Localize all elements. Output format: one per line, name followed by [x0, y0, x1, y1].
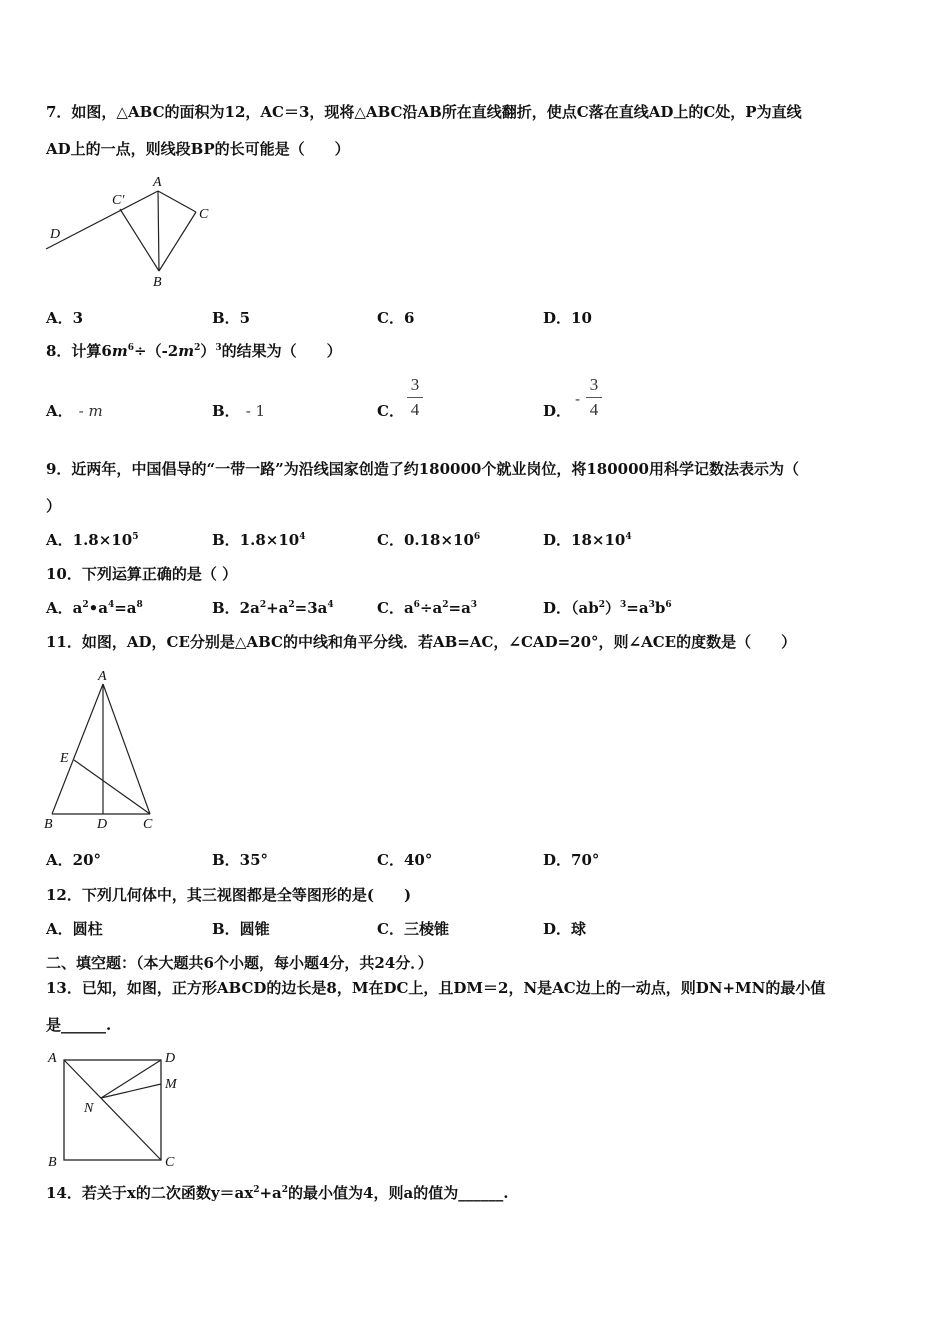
q8-option-b: B． - 1	[212, 402, 266, 420]
q7-line-cb	[159, 212, 196, 271]
q8-stem: 8．计算$6m^6\div(-2m^2)^3$的结果为（ ）	[46, 342, 342, 360]
q8-option-d-sign: -	[575, 390, 581, 408]
q10-option-b: B．$2a^2+a^2=3a^4$	[212, 599, 334, 617]
q9-option-a: A．$1.8\times 10^5$	[46, 531, 139, 549]
q11-figure	[40, 666, 170, 836]
q11-option-b: B．35°	[212, 851, 269, 869]
q11-option-c: C．40°	[377, 851, 433, 869]
q11-label-d: D	[97, 817, 108, 832]
q13-stem-line1: 13．已知，如图，正方形ABCD的边长是8，M在DC上，且DM＝2，N是AC边上的一动点，则DN+MN的最小值	[46, 979, 826, 997]
q7-label-a: A	[153, 175, 162, 190]
q13-stem-line2: 是______.	[46, 1016, 112, 1034]
q13-label-m: M	[165, 1077, 177, 1092]
section-heading-fill-in: 二、填空题：（本大题共6个小题，每小题4分，共24分．）	[46, 954, 433, 972]
q11-option-d: D．70°	[543, 851, 600, 869]
q8-option-d-label: D．	[543, 402, 572, 420]
q7-label-c1: C′	[112, 193, 125, 208]
q12-option-d: D．球	[543, 920, 587, 938]
q13-line-nm	[101, 1084, 161, 1098]
q9-stem-line1: 9．近两年，中国倡导的“一带一路”为沿线国家创造了约180000个就业岗位，将180000用科学记数法表示为（	[46, 460, 799, 478]
q9-option-b: B．$1.8\times 10^4$	[212, 531, 306, 549]
q13-diagonal-ac	[64, 1060, 161, 1160]
q8-option-a: A． - m	[46, 402, 103, 420]
q13-line-nd	[101, 1060, 161, 1098]
q7-option-d: D．10	[543, 309, 592, 327]
q7-line-ac	[158, 191, 196, 212]
q10-option-a: A．$a^2•a^4=a^8$	[46, 599, 143, 617]
q11-option-a: A．20°	[46, 851, 102, 869]
q7-line-dc	[46, 191, 158, 249]
q12-stem: 12．下列几何体中，其三视图都是全等图形的是( )	[46, 886, 412, 904]
q9-option-c: C．$0.18\times 10^6$	[377, 531, 481, 549]
q8-option-c-label: C．	[377, 402, 404, 420]
q12-option-c: C．三棱锥	[377, 920, 449, 938]
q8-option-d-fraction: 3 4	[586, 375, 602, 420]
q7-stem-line2: AD上的一点，则线段BP的长可能是（ ）	[46, 140, 350, 158]
q12-option-a: A．圆柱	[46, 920, 103, 938]
q11-line-ac	[103, 684, 150, 814]
q13-label-b: B	[48, 1155, 57, 1170]
q13-label-c: C	[165, 1155, 175, 1170]
q10-option-d: D．$(ab^2)^3=a^3b^6$	[543, 599, 672, 617]
q11-line-ab	[52, 684, 103, 814]
q13-label-d: D	[165, 1051, 176, 1066]
q11-label-a: A	[98, 669, 107, 684]
q7-line-ab	[158, 191, 159, 271]
q7-label-b: B	[153, 275, 162, 290]
q11-stem: 11．如图，AD，CE分别是△ABC的中线和角平分线．若AB=AC，∠CAD=20°，则∠ACE的度数是（ ）	[46, 633, 797, 651]
q7-stem-line1: 7．如图，△ABC的面积为12，AC＝3，现将△ABC沿AB所在直线翻折，使点C落在直线AD上的C处，P为直线	[46, 103, 802, 121]
q13-figure	[44, 1046, 189, 1174]
q12-option-b: B．圆锥	[212, 920, 270, 938]
q11-label-c: C	[143, 817, 153, 832]
q11-label-e: E	[60, 751, 69, 766]
q7-option-c: C．6	[377, 309, 415, 327]
q8-option-c-fraction: 3 4	[407, 375, 423, 420]
q9-stem-line2: ）	[46, 497, 62, 515]
q7-label-d: D	[50, 227, 61, 242]
q7-option-b: B．5	[212, 309, 251, 327]
q7-figure	[40, 172, 230, 292]
q14-stem: 14．若关于x的二次函数$y=ax^2+a^2$的最小值为4，则a的值为______.	[46, 1184, 509, 1202]
q13-label-n: N	[84, 1101, 94, 1116]
q11-line-ce	[74, 760, 150, 814]
q7-line-c1b	[120, 209, 159, 271]
q7-option-a: A．3	[46, 309, 84, 327]
q10-stem: 10．下列运算正确的是（ ）	[46, 565, 238, 583]
q13-label-a: A	[48, 1051, 57, 1066]
q10-option-c: C．$a^6\div a^2=a^3$	[377, 599, 478, 617]
q7-label-c: C	[199, 207, 209, 222]
q11-label-b: B	[44, 817, 53, 832]
q9-option-d: D．$18\times 10^4$	[543, 531, 632, 549]
